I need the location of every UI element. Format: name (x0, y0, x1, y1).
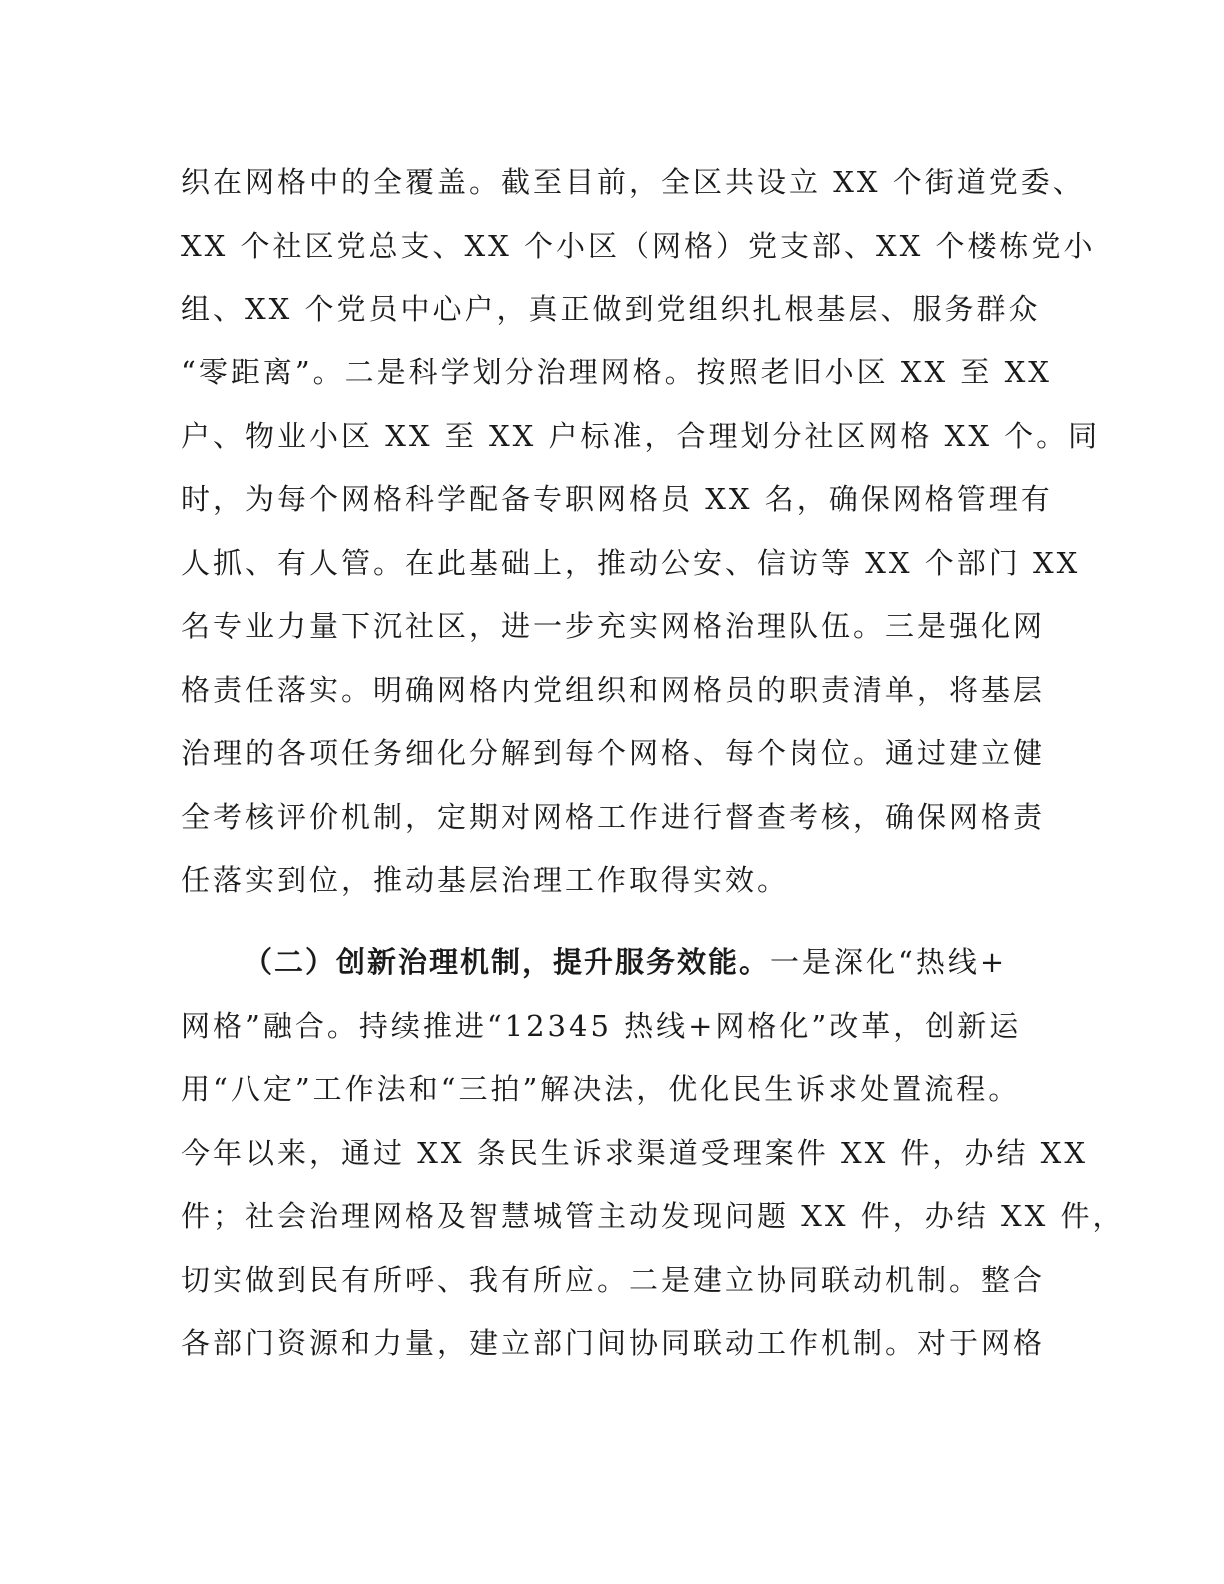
paragraph-line: XX 个社区党总支、XX 个小区（网格）党支部、XX 个楼栋党小 (181, 229, 1096, 263)
paragraph-line: 户、物业小区 XX 至 XX 户标准，合理划分社区网格 XX 个。同 (181, 419, 1101, 453)
paragraph-line: 用“八定”工作法和“三拍”解决法，优化民生诉求处置流程。 (181, 1072, 1021, 1106)
paragraph-line: “零距离”。二是科学划分治理网格。按照老旧小区 XX 至 XX (181, 355, 1052, 389)
paragraph-line: 全考核评价机制，定期对网格工作进行督查考核，确保网格责 (181, 800, 1046, 834)
section-heading-line (243, 942, 1007, 982)
paragraph-line: 各部门资源和力量，建立部门间协同联动工作机制。对于网格 (181, 1326, 1046, 1360)
paragraph-line: 切实做到民有所呼、我有所应。二是建立协同联动机制。整合 (181, 1263, 1046, 1297)
paragraph-line: 今年以来，通过 XX 条民生诉求渠道受理案件 XX 件，办结 XX (181, 1136, 1088, 1170)
paragraph-line: 格责任落实。明确网格内党组织和网格员的职责清单，将基层 (181, 673, 1046, 707)
section-heading: （二）创新治理机制，提升服务效能。 (243, 945, 771, 979)
paragraph-line: 任落实到位，推动基层治理工作取得实效。 (181, 863, 790, 897)
paragraph-line: 人抓、有人管。在此基础上，推动公安、信访等 XX 个部门 XX (181, 546, 1081, 580)
paragraph-line: 件；社会治理网格及智慧城管主动发现问题 XX 件，办结 XX 件， (181, 1199, 1125, 1233)
paragraph-line: 织在网格中的全覆盖。截至目前，全区共设立 XX 个街道党委、 (181, 165, 1085, 199)
paragraph-line: 网格”融合。持续推进“12345 热线+网格化”改革，创新运 (181, 1009, 1022, 1043)
paragraph-line: 名专业力量下沉社区，进一步充实网格治理队伍。三是强化网 (181, 609, 1046, 643)
paragraph-text: 一是深化“热线+ (770, 945, 1008, 979)
paragraph-line: 治理的各项任务细化分解到每个网格、每个岗位。通过建立健 (181, 736, 1046, 770)
paragraph-line: 时，为每个网格科学配备专职网格员 XX 名，确保网格管理有 (181, 482, 1053, 516)
paragraph-line: 组、XX 个党员中心户，真正做到党组织扎根基层、服务群众 (181, 292, 1041, 326)
